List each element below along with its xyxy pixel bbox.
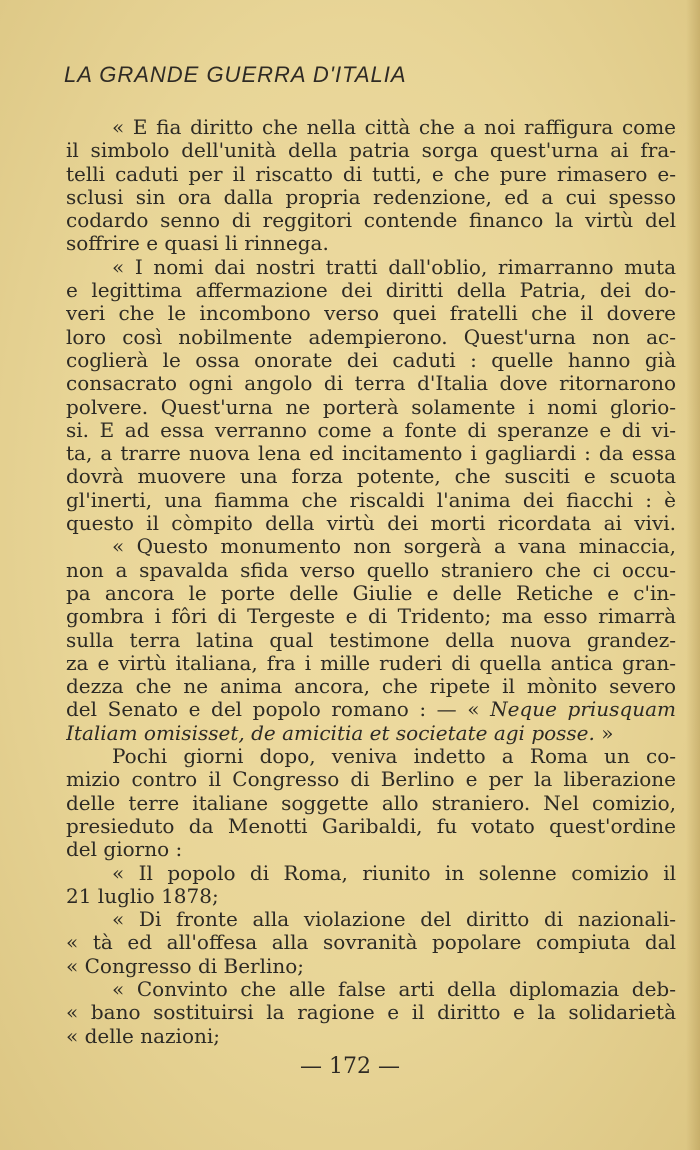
text-line-plain: si. E ad essa verranno come a fonte di speranze e di vi- (66, 418, 676, 442)
page-number: — 172 — (300, 1054, 400, 1079)
text-line-tail: » (594, 721, 614, 745)
text-line-plain: mizio contro il Congresso di Berlino e per la liberazione (66, 768, 676, 792)
text-line (66, 186, 676, 209)
text-line (66, 535, 676, 558)
text-line-italic: Neque priusquam (490, 698, 676, 722)
text-line-plain: telli caduti per il riscatto di tutti, e che pure rimasero e- (66, 162, 676, 186)
text-line-plain: veri che le incombono verso quei fratelli che il dovere (66, 302, 676, 326)
text-line (66, 163, 676, 186)
text-line (66, 629, 676, 652)
text-line-plain: loro così nobilmente adempierono. Quest'urna non ac- (66, 325, 676, 349)
text-line-plain: soffrire e quasi li rinnega. (66, 232, 329, 256)
text-line-plain: questo il còmpito della virtù dei morti ricordata ai vivi. (66, 512, 676, 536)
text-line-plain: « Convinto che alle false arti della diplomazia deb- (112, 977, 676, 1001)
text-line-plain: il simbolo dell'unità della patria sorga quest'urna ai fra- (66, 139, 676, 163)
text-line (66, 908, 676, 931)
text-line-plain: delle terre italiane soggette allo straniero. Nel comizio, (66, 791, 676, 815)
text-line (66, 792, 676, 815)
text-line (66, 559, 676, 582)
text-line-plain: del giorno : (66, 838, 183, 862)
text-line-plain: Pochi giorni dopo, veniva indetto a Roma un co- (112, 745, 676, 769)
text-line-plain: ta, a trarre nuova lena ed incitamento i gagliardi : da essa (66, 442, 676, 466)
text-line-plain: pa ancora le porte delle Giulie e delle Retiche e c'in- (66, 581, 676, 605)
text-line (66, 652, 676, 675)
text-line (66, 1001, 676, 1024)
text-line (66, 768, 676, 791)
text-line-plain: gombra i fôri di Tergeste e di Tridento; ma esso rimarrà (66, 605, 676, 629)
text-line (66, 838, 676, 861)
text-line (66, 302, 676, 325)
text-line-plain: non a spavalda sfida verso quello straniero che ci occu- (66, 558, 676, 582)
text-line (66, 442, 676, 465)
page-edge-shadow (686, 0, 700, 1150)
running-header: LA GRANDE GUERRA D'ITALIA (64, 62, 407, 87)
body-text (66, 116, 676, 1048)
text-line (66, 465, 676, 488)
text-line-plain: polvere. Quest'urna ne porterà solamente i nomi glorio- (66, 395, 676, 419)
text-line-plain: « E fia diritto che nella città che a noi raffigura come (112, 116, 676, 139)
text-line (66, 232, 676, 255)
text-line-italic: Italiam omisisset, de amicitia et societate agi posse. (66, 721, 595, 745)
text-line-plain: gl'inerti, una fiamma che riscaldi l'anima dei fiacchi : è (66, 488, 676, 512)
text-line (66, 862, 676, 885)
text-line-plain: 21 luglio 1878; (66, 884, 219, 908)
text-line-plain: « delle nazioni; (66, 1024, 221, 1048)
text-line-plain: e legittima affermazione dei diritti della Patria, dei do- (66, 279, 676, 303)
text-line (66, 1025, 676, 1048)
text-line (66, 349, 676, 372)
text-line (66, 209, 676, 232)
text-line (66, 675, 676, 698)
text-line-plain: « I nomi dai nostri tratti dall'oblio, rimarranno muta (112, 255, 676, 279)
text-line (66, 815, 676, 838)
text-line (66, 489, 676, 512)
text-line (66, 396, 676, 419)
text-line-plain: coglierà le ossa onorate dei caduti : quelle hanno già (66, 348, 676, 372)
text-line (66, 512, 676, 535)
text-line-plain: « Congresso di Berlino; (66, 954, 305, 978)
text-line (66, 372, 676, 395)
text-line-plain: presieduto da Menotti Garibaldi, fu votato quest'ordine (66, 814, 676, 838)
text-line-plain: sulla terra latina qual testimone della nuova grandez- (66, 628, 676, 652)
text-line (66, 116, 676, 139)
text-line (66, 955, 676, 978)
text-line (66, 978, 676, 1001)
text-line (66, 745, 676, 768)
text-line (66, 256, 676, 279)
text-line-plain: « tà ed all'offesa alla sovranità popolare compiuta dal (66, 931, 676, 955)
text-line-plain: « bano sostituirsi la ragione e il diritto e la solidarietà (66, 1001, 676, 1025)
text-line-plain: « Di fronte alla violazione del diritto di nazionali- (112, 908, 676, 932)
text-line-plain: dezza che ne anima ancora, che ripete il mònito severo (66, 675, 676, 699)
text-line-plain: « Il popolo di Roma, riunito in solenne comizio il (112, 861, 676, 885)
text-line-plain: « Questo monumento non sorgerà a vana minaccia, (112, 535, 676, 559)
text-line-plain: dovrà muovere una forza potente, che susciti e scuota (66, 465, 676, 489)
text-line (66, 885, 676, 908)
text-line-plain: sclusi sin ora dalla propria redenzione, ed a cui spesso (66, 185, 676, 209)
text-line (66, 605, 676, 628)
text-line-plain: consacrato ogni angolo di terra d'Italia dove ritornarono (66, 372, 676, 396)
text-line (66, 698, 676, 721)
text-line (66, 326, 676, 349)
text-line-plain: za e virtù italiana, fra i mille ruderi di quella antica gran- (66, 651, 676, 675)
text-line-plain: codardo senno di reggitori contende financo la virtù del (66, 209, 676, 233)
text-line-plain: del Senato e del popolo romano : — « (66, 698, 491, 722)
text-line (66, 582, 676, 605)
text-line (66, 931, 676, 954)
text-line (66, 419, 676, 442)
text-line (66, 139, 676, 162)
text-line (66, 279, 676, 302)
text-line (66, 722, 676, 745)
